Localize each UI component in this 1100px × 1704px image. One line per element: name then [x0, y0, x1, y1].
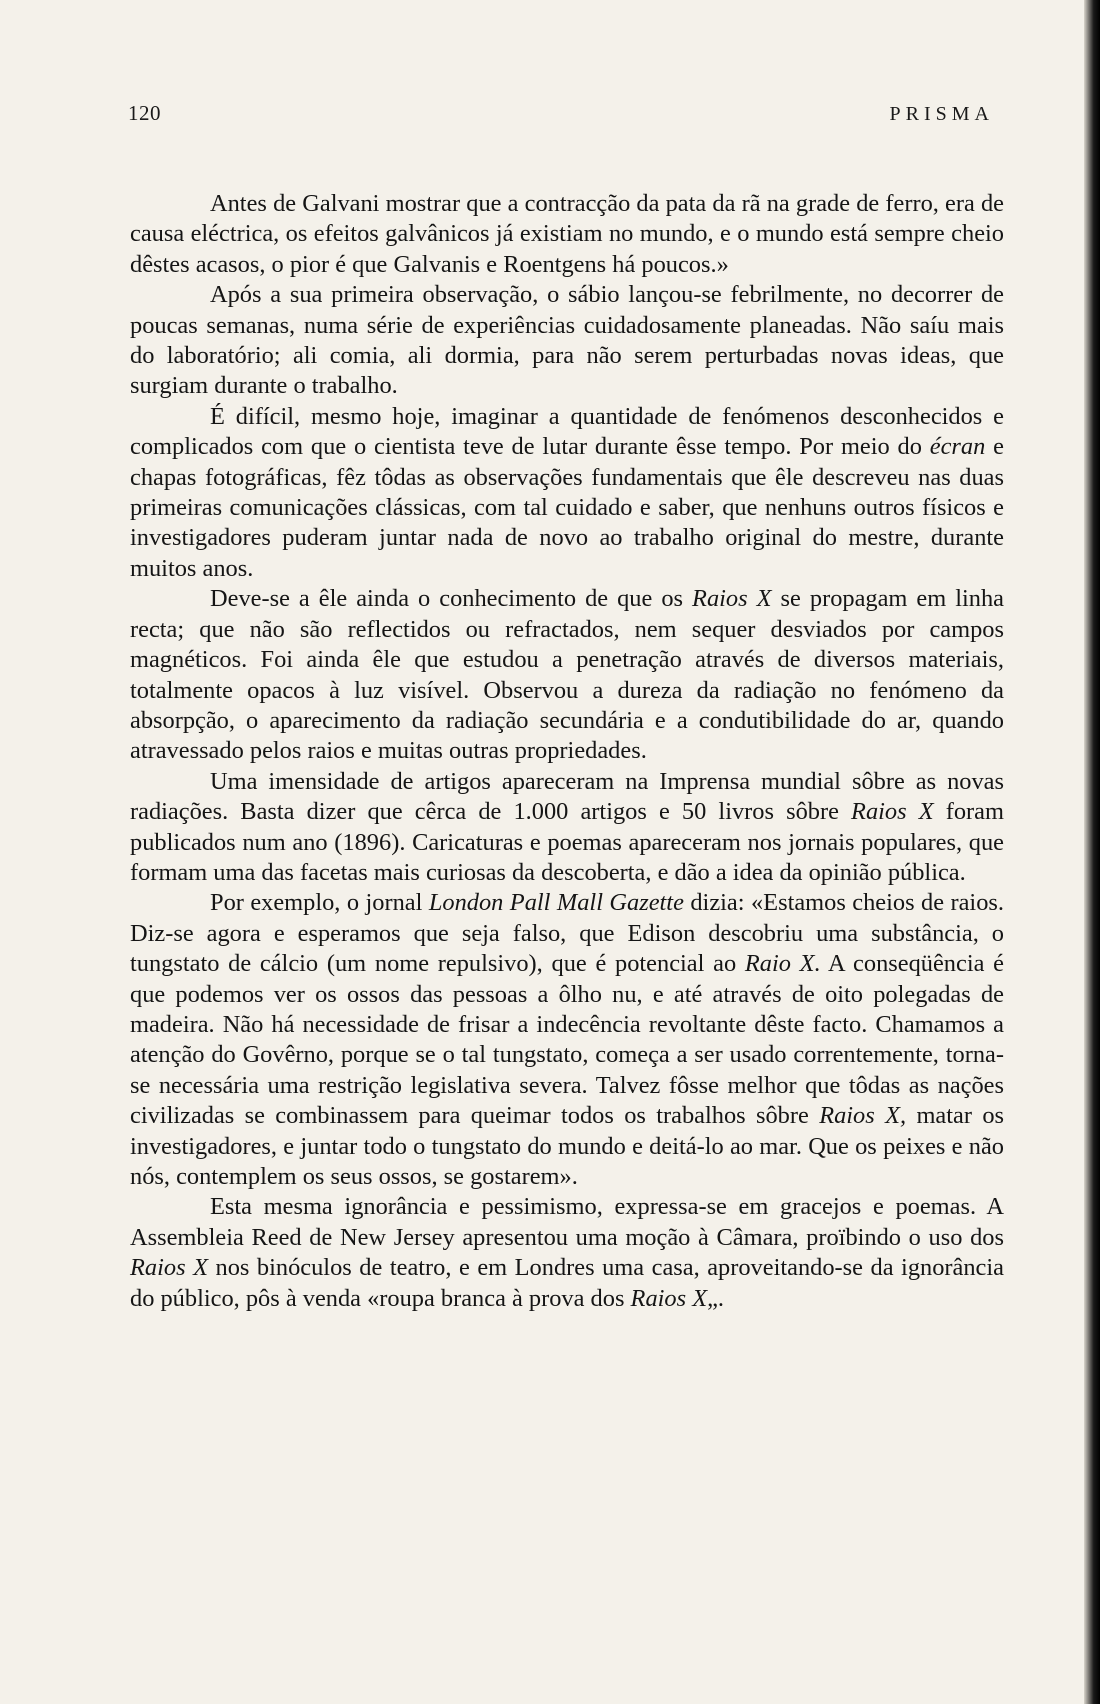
paragraph	[130, 1192, 1004, 1314]
italic-term: Raios X,	[819, 1102, 907, 1130]
text-segment: Deve-se a êle ainda o conhecimento de que os	[210, 585, 693, 613]
text-segment: É difícil, mesmo hoje, imaginar a quantidade de fenómenos desconhecidos e complicados com que o cientista teve de lutar durante êsse tempo. Por meio do	[130, 402, 1004, 461]
paragraph	[130, 584, 1004, 766]
text-segment: foram publicados num ano (1896). Caricaturas e poemas apareceram nos jornais populares, que formam uma das facetas mais curiosas da descoberta, e dão a idea da opinião pública.	[130, 798, 1004, 886]
text-segment: A conseqüência é que podemos ver os ossos das pessoas a ôlho nu, e até através de oito polegadas de madeira. Não há necessidade de frisar a indecência revoltante dêste facto. Chamamos a atenção do Govêrno, porque se o tal tungstato, começa a ser usado correntemente, torna-se necessária uma restrição legislativa severa. Talvez fôsse melhor que tôdas as nações civilizadas se combinassem para queimar todos os trabalhos sôbre	[130, 950, 1004, 1130]
paragraph	[130, 189, 1004, 280]
italic-term: London Pall Mall Gazette	[428, 889, 684, 917]
text-segment: Por exemplo, o jornal	[210, 889, 429, 917]
running-head	[128, 101, 994, 131]
italic-term: Raios X	[130, 1254, 208, 1282]
text-segment: dizia: «Estamos cheios de raios. Diz-se agora e esperamos que seja falso, que Edison descobriu uma substância, o tungstato de cálcio (um nome repulsivo), que é potencial ao	[130, 889, 1004, 978]
paragraph	[130, 280, 1004, 402]
text-segment: Antes de Galvani mostrar que a contracção da pata da rã na grade de ferro, era de causa eléctrica, os efeitos galvânicos já existiam no mundo, e o mundo está sempre cheio dêstes acasos, o pior é que Galvanis e Roentgens há poucos.»	[130, 190, 1004, 278]
italic-term: Raios X	[851, 798, 934, 826]
italic-term: Raios X	[630, 1284, 708, 1312]
italic-term: Raios X	[692, 585, 772, 613]
text-segment: e chapas fotográficas, fêz tôdas as observações fundamentais que êle descreveu nas duas primeiras comunicações clássicas, com tal cuidado e saber, que nenhuns outros físicos e investigadores puderam juntar nada de novo ao trabalho original do mestre, durante muitos anos.	[130, 433, 1004, 582]
text-segment: Uma imensidade de artigos apareceram na Imprensa mundial sôbre as novas radiações. Basta dizer que cêrca de 1.000 artigos e 50 livros sôbre	[130, 767, 1004, 826]
body-text	[130, 189, 1004, 1314]
italic-term: écran	[929, 433, 986, 461]
page-number: 120	[128, 101, 161, 125]
text-segment: Esta mesma ignorância e pessimismo, expressa-se em gracejos e poemas. A Assembleia Reed de New Jersey apresentou uma moção à Câmara, proïbindo o uso dos	[130, 1193, 1004, 1251]
paragraph	[130, 888, 1004, 1192]
paragraph	[130, 402, 1004, 584]
paragraph	[130, 767, 1004, 889]
italic-term: Raio X.	[744, 950, 821, 978]
text-segment: matar os investigadores, e juntar todo o tungstato do mundo e deitá-lo ao mar. Que os peixes e não nós, contemplem os seus ossos, se gostarem».	[130, 1102, 1005, 1190]
page-edge-shadow	[1084, 0, 1100, 1704]
text-segment: nos binóculos de teatro, e em Londres uma casa, aproveitando-se da ignorância do público, pôs à venda «roupa branca à prova dos	[130, 1254, 1004, 1312]
text-segment: se propagam em linha recta; que não são reflectidos ou refractados, nem sequer desviados por campos magnéticos. Foi ainda êle que estudou a penetração através de diversos materiais, totalmente opacos à luz visível. Observou a dureza da radiação no fenómeno da absorpção, o aparecimento da radiação secundária e a condutibilidade do ar, quando atravessado pelos raios e muitas outras propriedades.	[130, 585, 1005, 765]
text-segment: „.	[707, 1284, 725, 1312]
journal-title: PRISMA	[889, 103, 994, 125]
text-segment: Após a sua primeira observação, o sábio lançou-se febrilmente, no decorrer de poucas semanas, numa série de experiências cuidadosamente planeadas. Não saíu mais do laboratório; ali comia, ali dormia, para não serem perturbadas novas ideas, que surgiam durante o trabalho.	[130, 281, 1004, 400]
